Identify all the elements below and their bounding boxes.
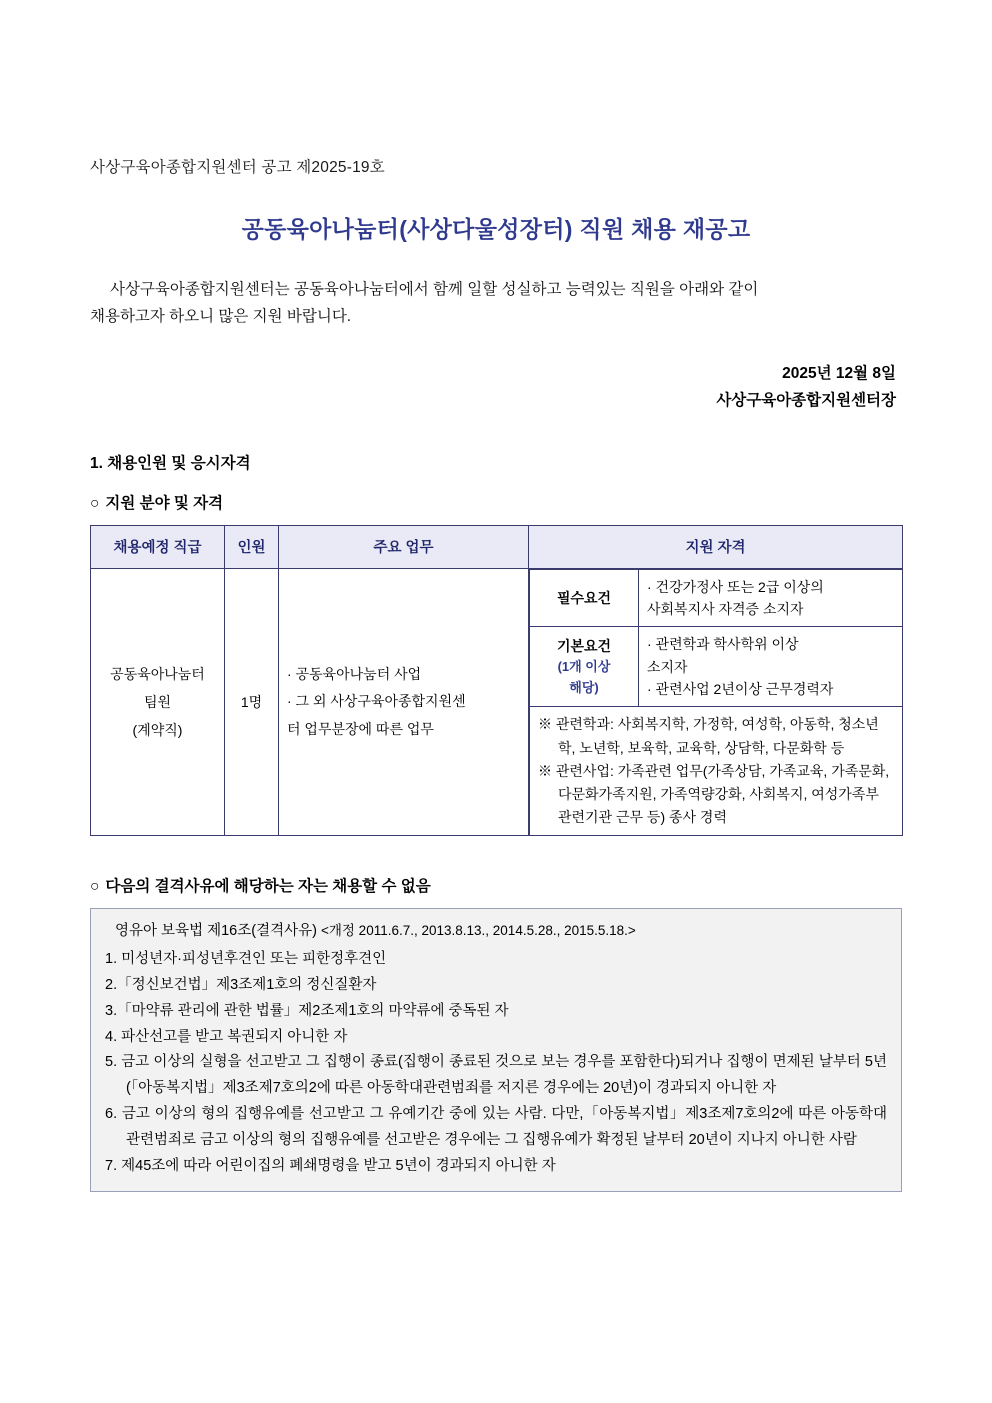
recruitment-table	[90, 525, 903, 837]
subsection-2-label: 다음의 결격사유에 해당하는 자는 채용할 수 없음	[105, 878, 431, 896]
table-row	[91, 568, 903, 836]
essential-label: 필수요건	[530, 569, 639, 627]
essential-items	[639, 569, 903, 627]
note-related-work: ※ 관련사업: 가족관련 업무(가족상담, 가족교육, 가족문화, 다문화가족지원, 가족역량강화, 사회복지, 여성가족부 관련기관 근무 등) 종사 경력	[538, 762, 890, 825]
duty-line-3: 터 업무분장에 따른 업무	[287, 720, 434, 737]
position-line-2: 팀원	[143, 693, 172, 710]
disqualification-box	[90, 908, 902, 1192]
cell-qualification	[529, 568, 903, 836]
page-title: 공동육아나눔터(사상다울성장터) 직원 채용 재공고	[241, 216, 751, 242]
disqualification-item: 6. 금고 이상의 형의 집행유예를 선고받고 그 유예기간 중에 있는 사람. 다만,「아동복지법」제3조제7호의2에 따른 아동학대관련범죄로 금고 이상의 형의 집행유예를 선고받은 경우에는 그 집행유예가 확정된 날부터 20년이 지나지 아니한 사람	[105, 1106, 887, 1148]
cell-duties	[279, 568, 529, 836]
disqualification-item: 5. 금고 이상의 실형을 선고받고 그 집행이 종료(집행이 종료된 것으로 보는 경우를 포함한다)되거나 집행이 면제된 날부터 5년(「아동복지법」제3조제7호의2에 따른 아동학대관련범죄를 저지른 경우에는 20년)이 경과되지 아니한 자	[105, 1054, 887, 1097]
subsection-1-heading	[90, 491, 902, 513]
bullet-circle-icon-2: ○	[90, 878, 100, 896]
col-header-count: 인원	[225, 525, 279, 568]
duty-line-2: · 그 외 사상구육아종합지원센	[287, 693, 466, 710]
issue-date: 2025년 12월 8일	[782, 365, 896, 383]
basic-label	[530, 627, 639, 707]
subsection-1-label: 지원 분야 및 자격	[105, 494, 224, 512]
duty-line-1: · 공동육아나눔터 사업	[287, 666, 422, 683]
essential-item-1: · 건강가정사 또는 2급 이상의	[647, 578, 824, 595]
law-heading	[105, 919, 887, 945]
essential-requirement-row	[530, 569, 903, 627]
intro-line-1: 사상구육아종합지원센터는 공동육아나눔터에서 함께 일할 성실하고 능력있는 직원을 아래와 같이	[110, 281, 759, 298]
intro-paragraph	[90, 276, 902, 330]
subsection-2-heading	[90, 874, 902, 896]
bullet-circle-icon: ○	[90, 494, 100, 512]
col-header-duties: 주요 업무	[279, 525, 529, 568]
date-block	[90, 360, 902, 414]
cell-count: 1명	[225, 568, 279, 836]
law-title: 영유아 보육법 제16조(결격사유)	[115, 923, 317, 940]
basic-label-note-1: (1개 이상	[557, 659, 611, 675]
disqualification-item: 1. 미성년자·피성년후견인 또는 피한정후견인	[105, 951, 387, 968]
disqualification-item: 2.「정신보건법」제3조제1호의 정신질환자	[105, 977, 377, 994]
qualification-notes	[530, 707, 903, 835]
disqualification-item: 7. 제45조에 따라 어린이집의 폐쇄명령을 받고 5년이 경과되지 아니한 자	[105, 1157, 556, 1174]
qualification-table	[529, 569, 903, 836]
intro-line-2: 채용하고자 하오니 많은 지원 바랍니다.	[90, 308, 352, 326]
basic-item-2: 소지자	[647, 658, 688, 675]
doc-number: 사상구육아종합지원센터 공고 제2025-19호	[90, 159, 385, 176]
col-header-qualification: 지원 자격	[529, 525, 903, 568]
basic-label-text: 기본요건	[556, 637, 612, 654]
note-related-major: ※ 관련학과: 사회복지학, 가정학, 여성학, 아동학, 청소년학, 노년학, 보육학, 교육학, 상담학, 다문화학 등	[538, 716, 879, 756]
issuer-name: 사상구육아종합지원센터장	[716, 392, 896, 410]
position-line-3: (계약직)	[132, 721, 183, 738]
col-header-position: 채용예정 직급	[91, 525, 225, 568]
basic-requirement-row	[530, 627, 903, 707]
table-header-row	[91, 525, 903, 568]
basic-items	[639, 627, 903, 707]
basic-label-note-2: 해당)	[569, 680, 599, 696]
position-line-1: 공동육아나눔터	[110, 665, 205, 682]
disqualification-item: 3.「마약류 관리에 관한 법률」제2조제1호의 마약류에 중독된 자	[105, 1002, 509, 1019]
section-1-heading: 1. 채용인원 및 응시자격	[90, 454, 251, 472]
essential-item-2: 사회복지사 자격증 소지자	[647, 600, 804, 617]
law-revision: <개정 2011.6.7., 2013.8.13., 2014.5.28., 2015.5.18.>	[320, 923, 636, 939]
basic-item-3: · 관련사업 2년이상 근무경력자	[647, 681, 834, 698]
disqualification-item: 4. 파산선고를 받고 복권되지 아니한 자	[105, 1028, 348, 1045]
cell-position	[91, 568, 225, 836]
qualification-notes-row	[530, 707, 903, 835]
basic-item-1: · 관련학과 학사학위 이상	[647, 636, 799, 653]
